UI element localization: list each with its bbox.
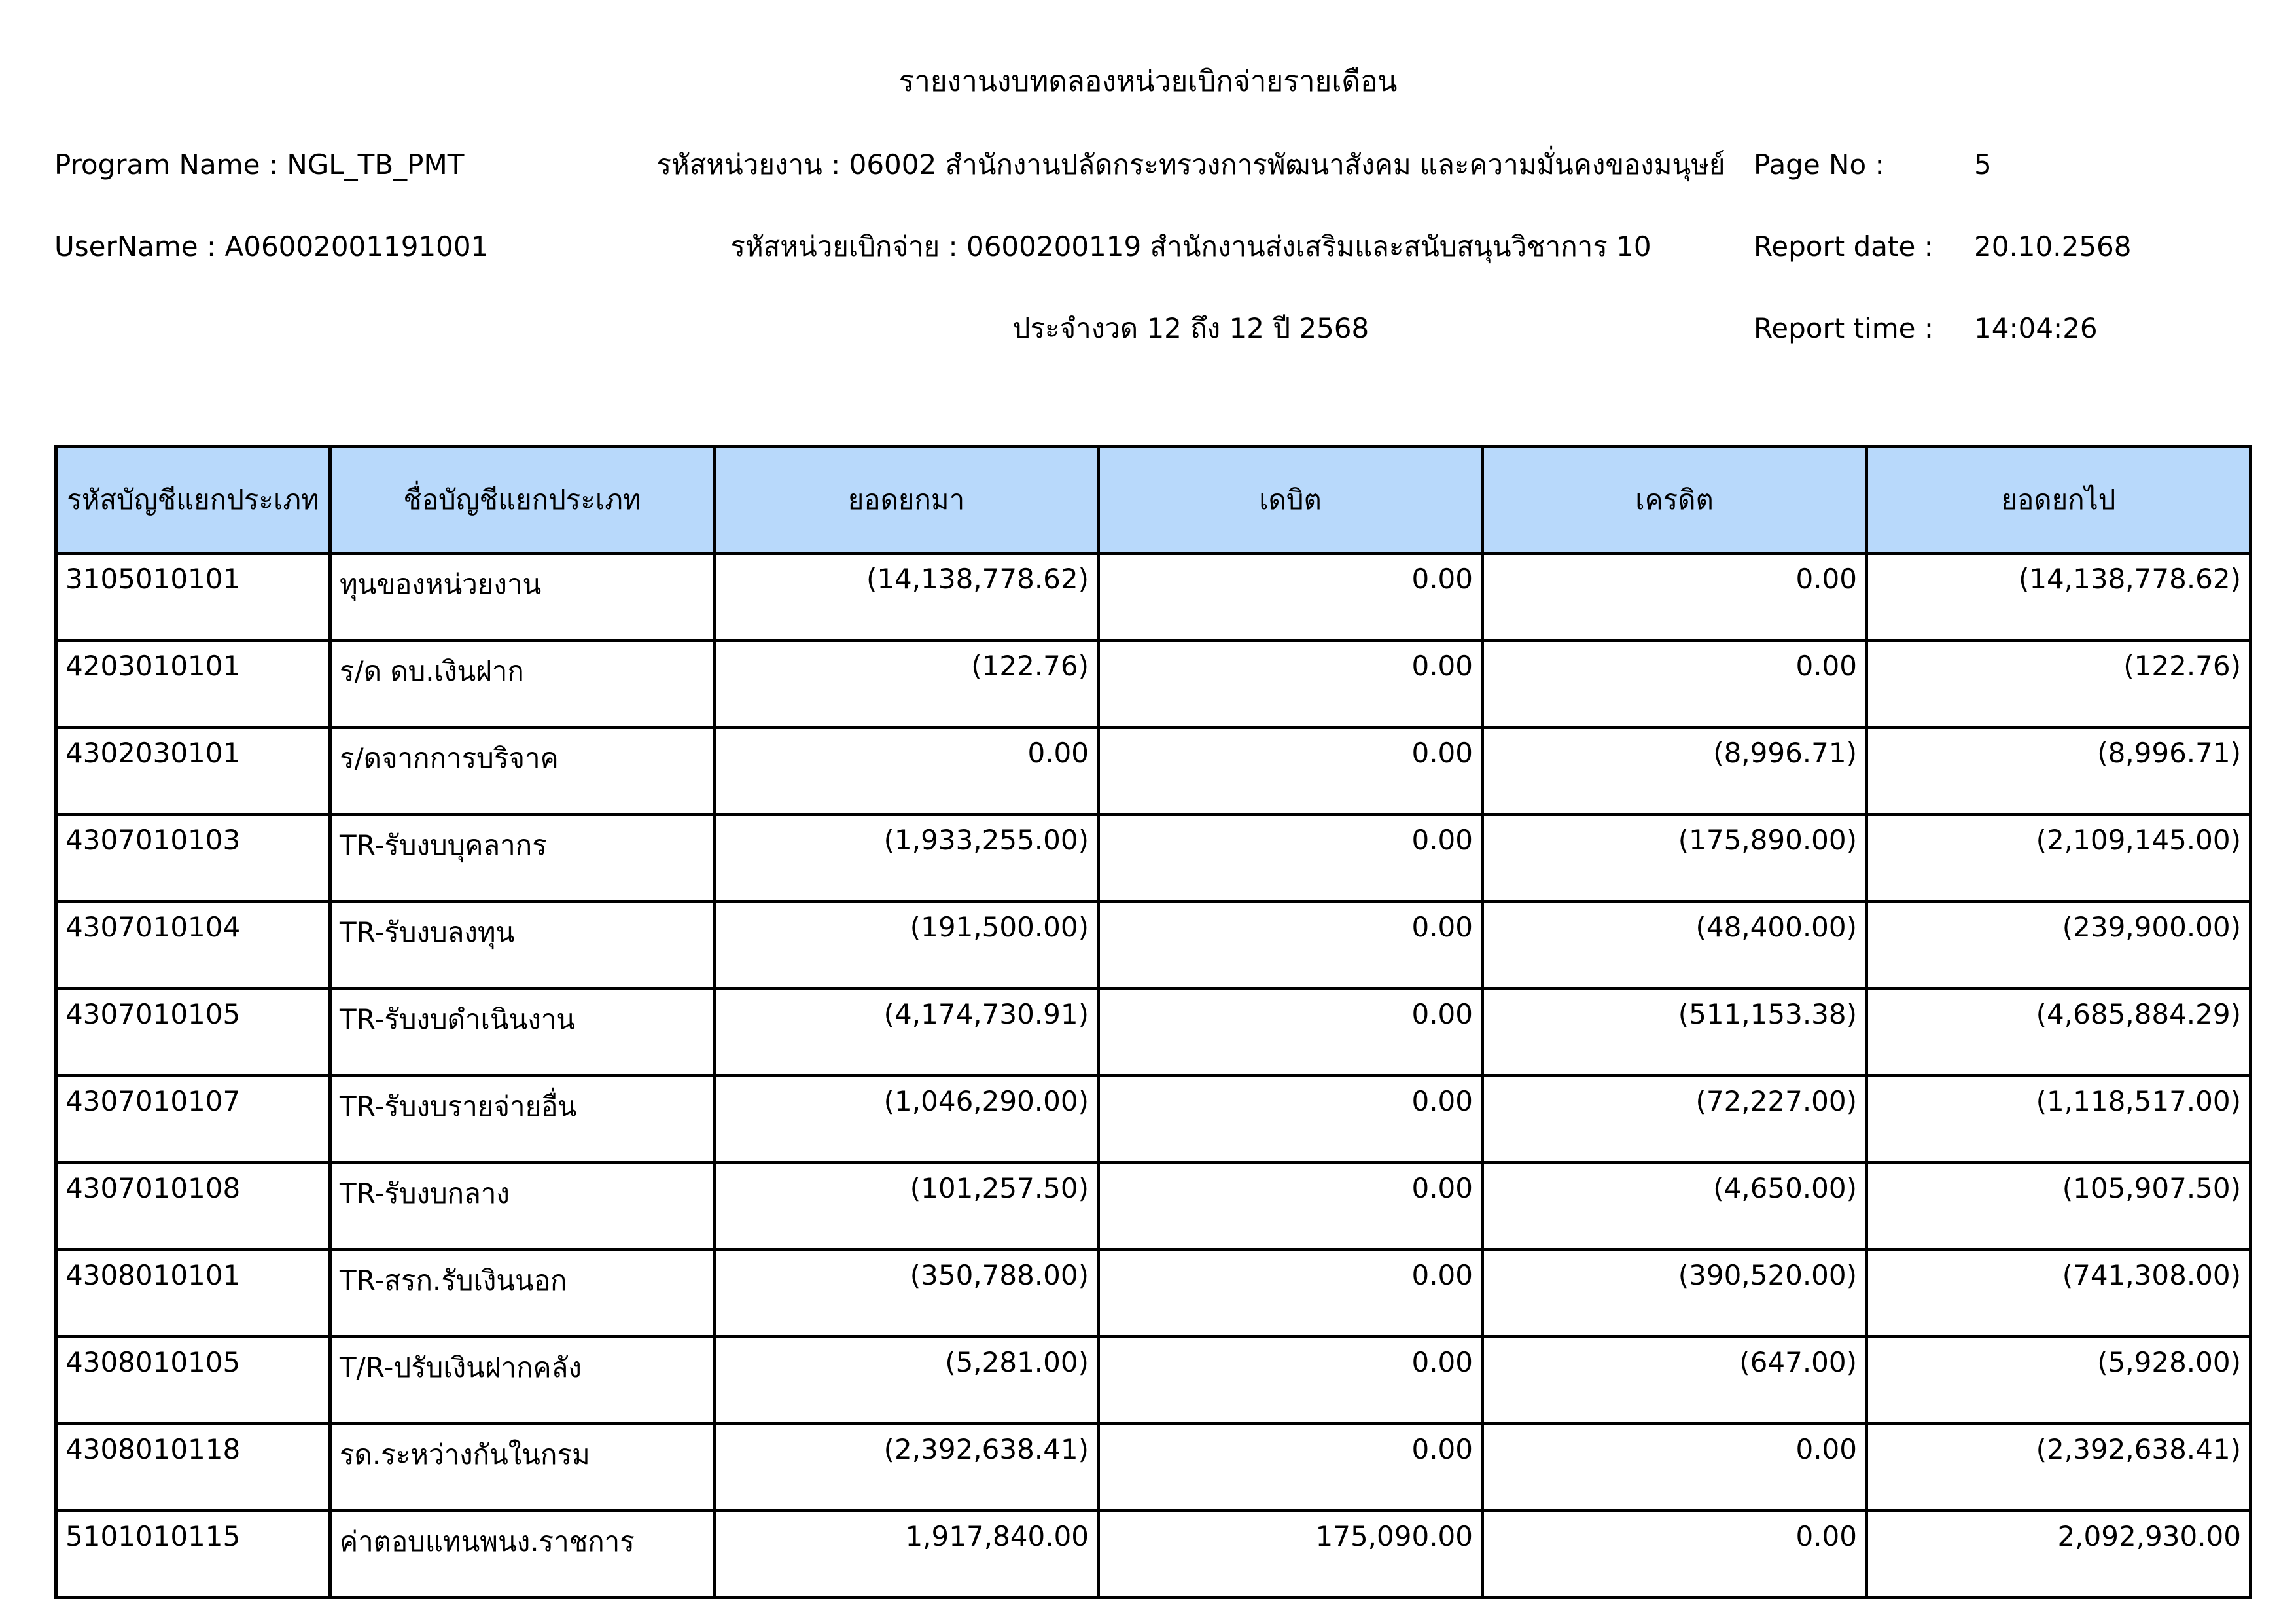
account-name-cell: TR-รับงบลงทุน: [330, 902, 715, 989]
table-row: [56, 1163, 2251, 1250]
table-row: [56, 554, 2251, 641]
table-row: [56, 1424, 2251, 1511]
header-debit: เดบิต: [1099, 447, 1483, 554]
closing-balance-cell: 2,092,930.00: [1867, 1511, 2251, 1598]
opening-balance-cell: (350,788.00): [715, 1250, 1099, 1337]
header-closing-balance: ยอดยกไป: [1867, 447, 2251, 554]
report-date-label: Report date :: [1754, 230, 1934, 262]
page-no-value: 5: [1974, 149, 1992, 181]
credit-cell: 0.00: [1483, 554, 1867, 641]
table-row: [56, 1250, 2251, 1337]
table-header-row: [56, 447, 2251, 554]
program-name: Program Name : NGL_TB_PMT: [54, 149, 465, 181]
debit-cell: 0.00: [1099, 902, 1483, 989]
page-no-label: Page No :: [1754, 149, 1884, 181]
account-code-cell: 4307010105: [56, 989, 330, 1076]
opening-balance-cell: (2,392,638.41): [715, 1424, 1099, 1511]
debit-cell: 0.00: [1099, 1163, 1483, 1250]
account-code-cell: 4307010107: [56, 1076, 330, 1163]
account-code-cell: 4308010118: [56, 1424, 330, 1511]
table-row: [56, 1337, 2251, 1424]
account-code-cell: 4308010101: [56, 1250, 330, 1337]
credit-cell: (390,520.00): [1483, 1250, 1867, 1337]
opening-balance-cell: (5,281.00): [715, 1337, 1099, 1424]
closing-balance-cell: (741,308.00): [1867, 1250, 2251, 1337]
credit-cell: (647.00): [1483, 1337, 1867, 1424]
account-code-cell: 4307010108: [56, 1163, 330, 1250]
report-title: รายงานงบทดลองหน่วยเบิกจ่ายรายเดือน: [898, 65, 1398, 98]
account-name-cell: รด.ระหว่างกันในกรม: [330, 1424, 715, 1511]
agency-line: รหัสหน่วยงาน : 06002 สำนักงานปลัดกระทรวงการพัฒนาสังคม และความมั่นคงของมนุษย์: [656, 149, 1725, 181]
account-name-cell: TR-รับงบบุคลากร: [330, 815, 715, 902]
credit-cell: (175,890.00): [1483, 815, 1867, 902]
account-code-cell: 3105010101: [56, 554, 330, 641]
credit-cell: 0.00: [1483, 1511, 1867, 1598]
header-account-code: รหัสบัญชีแยกประเภท: [56, 447, 330, 554]
closing-balance-cell: (122.76): [1867, 641, 2251, 728]
account-name-cell: TR-รับงบรายจ่ายอื่น: [330, 1076, 715, 1163]
credit-cell: 0.00: [1483, 641, 1867, 728]
header-account-name: ชื่อบัญชีแยกประเภท: [330, 447, 715, 554]
closing-balance-cell: (239,900.00): [1867, 902, 2251, 989]
account-code-cell: 4307010104: [56, 902, 330, 989]
disbursing-unit-line: รหัสหน่วยเบิกจ่าย : 0600200119 สำนักงานส่งเสริมและสนับสนุนวิชาการ 10: [730, 230, 1651, 262]
header-credit: เครดิต: [1483, 447, 1867, 554]
opening-balance-cell: 1,917,840.00: [715, 1511, 1099, 1598]
closing-balance-cell: (2,392,638.41): [1867, 1424, 2251, 1511]
table-row: [56, 1511, 2251, 1598]
account-name-cell: ร/ด ดบ.เงินฝาก: [330, 641, 715, 728]
table-row: [56, 1076, 2251, 1163]
debit-cell: 0.00: [1099, 815, 1483, 902]
debit-cell: 0.00: [1099, 728, 1483, 815]
opening-balance-cell: (122.76): [715, 641, 1099, 728]
debit-cell: 0.00: [1099, 641, 1483, 728]
closing-balance-cell: (4,685,884.29): [1867, 989, 2251, 1076]
credit-cell: (8,996.71): [1483, 728, 1867, 815]
table-row: [56, 989, 2251, 1076]
account-code-cell: 4308010105: [56, 1337, 330, 1424]
closing-balance-cell: (2,109,145.00): [1867, 815, 2251, 902]
credit-cell: (48,400.00): [1483, 902, 1867, 989]
opening-balance-cell: (14,138,778.62): [715, 554, 1099, 641]
credit-cell: (4,650.00): [1483, 1163, 1867, 1250]
opening-balance-cell: (1,933,255.00): [715, 815, 1099, 902]
closing-balance-cell: (14,138,778.62): [1867, 554, 2251, 641]
account-name-cell: T/R-ปรับเงินฝากคลัง: [330, 1337, 715, 1424]
account-code-cell: 5101010115: [56, 1511, 330, 1598]
closing-balance-cell: (1,118,517.00): [1867, 1076, 2251, 1163]
debit-cell: 175,090.00: [1099, 1511, 1483, 1598]
credit-cell: (72,227.00): [1483, 1076, 1867, 1163]
debit-cell: 0.00: [1099, 1076, 1483, 1163]
credit-cell: 0.00: [1483, 1424, 1867, 1511]
account-name-cell: TR-รับงบกลาง: [330, 1163, 715, 1250]
report-time-label: Report time :: [1754, 312, 1934, 344]
closing-balance-cell: (105,907.50): [1867, 1163, 2251, 1250]
account-name-cell: ทุนของหน่วยงาน: [330, 554, 715, 641]
debit-cell: 0.00: [1099, 1424, 1483, 1511]
table-row: [56, 902, 2251, 989]
account-code-cell: 4203010101: [56, 641, 330, 728]
closing-balance-cell: (5,928.00): [1867, 1337, 2251, 1424]
debit-cell: 0.00: [1099, 1337, 1483, 1424]
opening-balance-cell: (4,174,730.91): [715, 989, 1099, 1076]
debit-cell: 0.00: [1099, 989, 1483, 1076]
table-row: [56, 641, 2251, 728]
debit-cell: 0.00: [1099, 1250, 1483, 1337]
report-time-value: 14:04:26: [1974, 312, 2098, 344]
account-name-cell: ค่าตอบแทนพนง.ราชการ: [330, 1511, 715, 1598]
credit-cell: (511,153.38): [1483, 989, 1867, 1076]
opening-balance-cell: 0.00: [715, 728, 1099, 815]
table-row: [56, 815, 2251, 902]
report-date-value: 20.10.2568: [1974, 230, 2132, 262]
table-row: [56, 728, 2251, 815]
closing-balance-cell: (8,996.71): [1867, 728, 2251, 815]
trial-balance-table: [54, 445, 2252, 1599]
opening-balance-cell: (1,046,290.00): [715, 1076, 1099, 1163]
account-name-cell: TR-สรก.รับเงินนอก: [330, 1250, 715, 1337]
header-opening-balance: ยอดยกมา: [715, 447, 1099, 554]
user-name: UserName : A06002001191001: [54, 230, 489, 262]
opening-balance-cell: (101,257.50): [715, 1163, 1099, 1250]
opening-balance-cell: (191,500.00): [715, 902, 1099, 989]
account-code-cell: 4302030101: [56, 728, 330, 815]
account-code-cell: 4307010103: [56, 815, 330, 902]
account-name-cell: ร/ดจากการบริจาค: [330, 728, 715, 815]
debit-cell: 0.00: [1099, 554, 1483, 641]
period-line: ประจำงวด 12 ถึง 12 ปี 2568: [1012, 312, 1369, 344]
account-name-cell: TR-รับงบดำเนินงาน: [330, 989, 715, 1076]
